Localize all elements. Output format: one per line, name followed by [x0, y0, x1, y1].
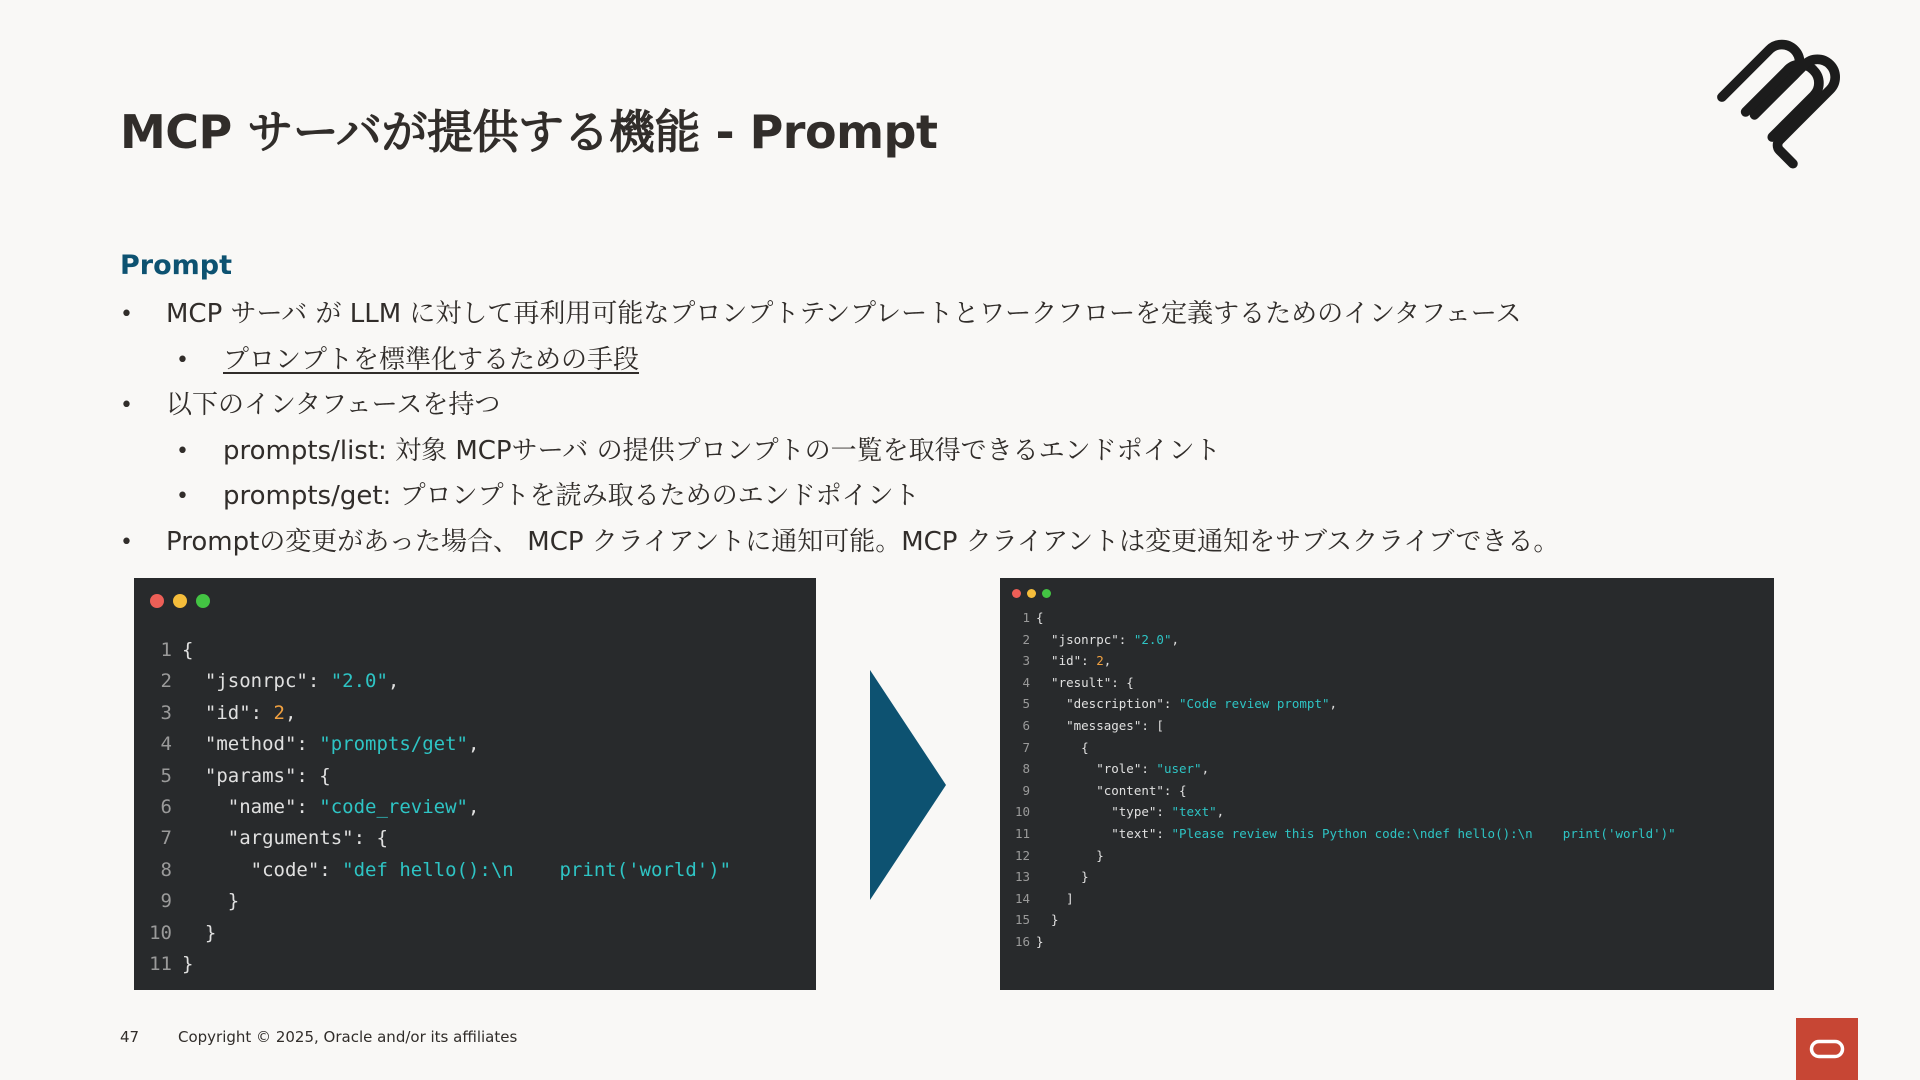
section-label: Prompt	[120, 250, 233, 281]
code-line	[144, 729, 731, 760]
line-number: 3	[1022, 653, 1030, 669]
code-line	[1008, 629, 1676, 651]
bullet-marker: •	[176, 347, 189, 373]
code-line	[1008, 823, 1676, 845]
mcp-logo-icon	[1716, 32, 1864, 180]
bullet-link-text[interactable]: プロンプトを標準化するための手段	[223, 344, 640, 375]
code-text: "code": "def hello():\n print('world')"	[182, 858, 732, 881]
line-number: 2	[160, 670, 172, 693]
bullet-list	[120, 292, 1880, 565]
maximize-dot-icon	[196, 594, 210, 608]
code-text: "params": {	[182, 764, 331, 787]
bullet-item	[120, 292, 1880, 338]
bullet-marker: •	[120, 529, 133, 555]
code-text: "jsonrpc": "2.0",	[1036, 631, 1180, 647]
line-number: 13	[1014, 869, 1030, 885]
line-number: 10	[149, 921, 172, 944]
code-line	[1008, 650, 1676, 672]
line-number: 10	[1014, 804, 1030, 820]
bullet-text: Promptの変更があった場合、 MCP クライアントに通知可能。MCP クライアントは変更通知をサブスクライブできる。	[166, 526, 1560, 557]
code-text: "messages": [	[1036, 717, 1164, 733]
oracle-logo-icon	[1796, 1018, 1858, 1080]
code-text: }	[182, 921, 217, 944]
code-text: }	[1036, 912, 1059, 928]
code-line	[144, 823, 731, 854]
code-lines	[144, 635, 731, 980]
code-text: {	[1036, 610, 1044, 625]
code-text: "id": 2,	[1036, 653, 1112, 669]
code-text: "text": "Please review this Python code:\ndef hello():\n print('world')"	[1036, 825, 1676, 841]
line-number: 11	[1014, 825, 1030, 841]
bullet-marker: •	[120, 302, 133, 327]
bullet-marker: •	[176, 484, 189, 509]
line-number: 3	[160, 701, 172, 724]
code-line	[1008, 931, 1676, 953]
code-line	[144, 792, 731, 823]
line-number: 8	[160, 858, 172, 881]
response-code-block	[1000, 578, 1774, 990]
code-line	[144, 886, 731, 917]
code-lines	[1008, 607, 1676, 953]
code-text: "content": {	[1036, 782, 1187, 798]
code-text: }	[1036, 869, 1089, 885]
slide-title: MCP サーバが提供する機能 - Prompt	[120, 105, 938, 159]
code-text: "id": 2,	[182, 701, 297, 724]
copyright-text: Copyright © 2025, Oracle and/or its affiliates	[178, 1028, 518, 1046]
code-text: "name": "code_review",	[182, 795, 480, 818]
code-line	[144, 949, 731, 980]
code-line	[1008, 715, 1676, 737]
window-controls	[150, 594, 210, 608]
minimize-dot-icon	[173, 594, 187, 608]
code-line	[144, 635, 731, 666]
bullet-text: 以下のインタフェースを持つ	[166, 390, 501, 420]
code-text: "jsonrpc": "2.0",	[182, 670, 400, 693]
code-line	[1008, 888, 1676, 910]
code-line	[144, 761, 731, 792]
code-text: }	[1036, 933, 1044, 949]
code-line	[1008, 845, 1676, 867]
bullet-marker: •	[176, 438, 189, 464]
line-number: 4	[1022, 674, 1030, 690]
line-number: 15	[1014, 912, 1030, 928]
line-number: 1	[1022, 610, 1030, 625]
line-number: 4	[160, 733, 172, 756]
code-text: {	[182, 639, 194, 661]
line-number: 5	[1022, 696, 1030, 712]
code-text: "method": "prompts/get",	[182, 733, 480, 756]
code-line	[1008, 801, 1676, 823]
sub-bullet-item	[120, 474, 1880, 520]
line-number: 8	[1022, 761, 1030, 777]
code-text: ]	[1036, 890, 1074, 906]
code-line	[1008, 909, 1676, 931]
arrow-right-icon	[870, 670, 946, 900]
code-line	[1008, 693, 1676, 715]
code-line	[144, 855, 731, 886]
code-line	[1008, 866, 1676, 888]
minimize-dot-icon	[1027, 589, 1036, 598]
sub-bullet-item	[120, 429, 1880, 475]
code-line	[1008, 672, 1676, 694]
request-code-block	[134, 578, 816, 990]
code-line	[1008, 607, 1676, 629]
line-number: 11	[149, 952, 172, 975]
code-text: "description": "Code review prompt",	[1036, 696, 1338, 712]
code-line	[144, 698, 731, 729]
code-line	[1008, 737, 1676, 759]
bullet-item	[120, 383, 1880, 429]
bullet-text: prompts/get: プロンプトを読み取るためのエンドポイント	[223, 481, 920, 511]
maximize-dot-icon	[1042, 589, 1051, 598]
close-dot-icon	[1012, 589, 1021, 598]
code-text: }	[182, 952, 194, 975]
window-controls	[1012, 589, 1051, 598]
code-line	[1008, 758, 1676, 780]
line-number: 9	[160, 890, 172, 913]
line-number: 6	[1022, 717, 1030, 733]
bullet-text: MCP サーバ が LLM に対して再利用可能なプロンプトテンプレートとワークフローを定義するためのインタフェース	[166, 299, 1522, 329]
bullet-text: prompts/list: 対象 MCPサーバ の提供プロンプトの一覧を取得できるエンドポイント	[223, 435, 1221, 466]
line-number: 1	[160, 639, 172, 661]
code-text: }	[1036, 847, 1104, 863]
line-number: 6	[160, 795, 172, 818]
close-dot-icon	[150, 594, 164, 608]
code-line	[1008, 780, 1676, 802]
line-number: 9	[1022, 782, 1030, 798]
line-number: 2	[1022, 631, 1030, 647]
bullet-item	[120, 520, 1880, 566]
line-number: 16	[1014, 933, 1030, 949]
code-text: {	[1036, 739, 1089, 755]
code-line	[144, 666, 731, 697]
line-number: 5	[160, 764, 172, 787]
code-text: }	[182, 890, 240, 913]
code-line	[144, 918, 731, 949]
line-number: 7	[160, 827, 172, 850]
code-text: "role": "user",	[1036, 761, 1210, 777]
bullet-marker: •	[120, 393, 133, 418]
code-text: "result": {	[1036, 674, 1134, 690]
line-number: 12	[1014, 847, 1030, 863]
line-number: 14	[1014, 890, 1030, 906]
code-text: "type": "text",	[1036, 804, 1225, 820]
code-text: "arguments": {	[182, 827, 388, 850]
sub-bullet-item	[120, 338, 1880, 384]
page-number: 47	[120, 1028, 140, 1046]
line-number: 7	[1022, 739, 1030, 755]
